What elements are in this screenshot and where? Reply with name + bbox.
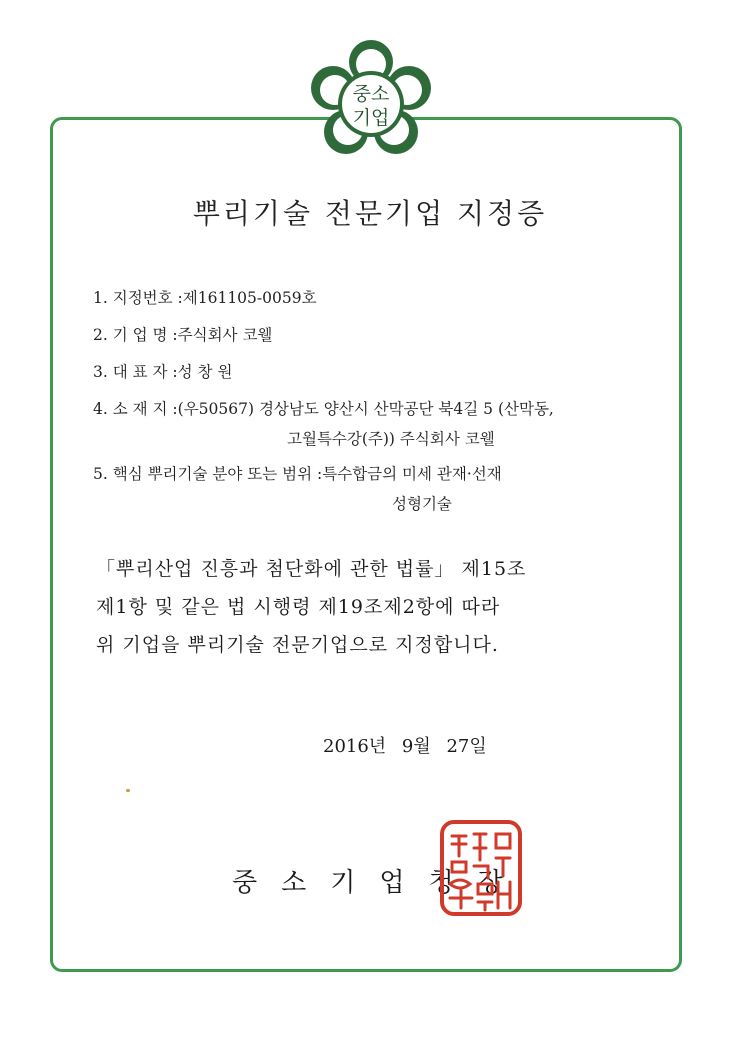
issue-date: 2016년 9월 27일 bbox=[323, 736, 487, 757]
certificate-title: 뿌리기술 전문기업 지정증 bbox=[192, 197, 548, 230]
emblem-line2: 기업 bbox=[352, 107, 390, 129]
paper-speck bbox=[126, 789, 130, 792]
statement-line-3: 위 기업을 뿌리기술 전문기업으로 지정합니다. bbox=[96, 634, 499, 656]
statement-line-2: 제1항 및 같은 법 시행령 제19조제2항에 따라 bbox=[96, 596, 501, 618]
item-company-name bbox=[93, 323, 272, 345]
item-designation-number bbox=[93, 286, 317, 308]
item-label: 3. 대 표 자 : bbox=[93, 363, 178, 381]
item-value: 주식회사 코웰 bbox=[177, 326, 273, 344]
item-label: 1. 지정번호 : bbox=[93, 289, 183, 307]
issuer-name: 중소기업청장 bbox=[232, 868, 527, 898]
emblem-line1: 중소 bbox=[352, 83, 390, 105]
item-value: 성 창 원 bbox=[177, 363, 233, 381]
item-representative bbox=[93, 360, 232, 382]
item-root-tech-field-continuation: 성형기술 bbox=[392, 495, 452, 513]
item-address bbox=[93, 397, 554, 419]
item-value: (우50567) 경상남도 양산시 산막공단 북4길 5 (산막동, bbox=[177, 400, 554, 418]
item-root-tech-field bbox=[93, 462, 502, 484]
item-label: 4. 소 재 지 : bbox=[93, 400, 178, 418]
item-value: 특수합금의 미세 관재·선재 bbox=[322, 465, 502, 483]
certificate-border bbox=[50, 117, 682, 972]
item-address-continuation: 고월특수강(주)) 주식회사 코웰 bbox=[287, 430, 495, 448]
official-seal-icon bbox=[438, 818, 524, 918]
sme-emblem-icon bbox=[296, 40, 446, 170]
item-label: 2. 기 업 명 : bbox=[93, 326, 178, 344]
item-value: 제161105-0059호 bbox=[182, 289, 317, 307]
statement-line-1: 「뿌리산업 진흥과 첨단화에 관한 법률」 제15조 bbox=[96, 558, 527, 580]
item-label: 5. 핵심 뿌리기술 분야 또는 범위 : bbox=[93, 465, 323, 483]
